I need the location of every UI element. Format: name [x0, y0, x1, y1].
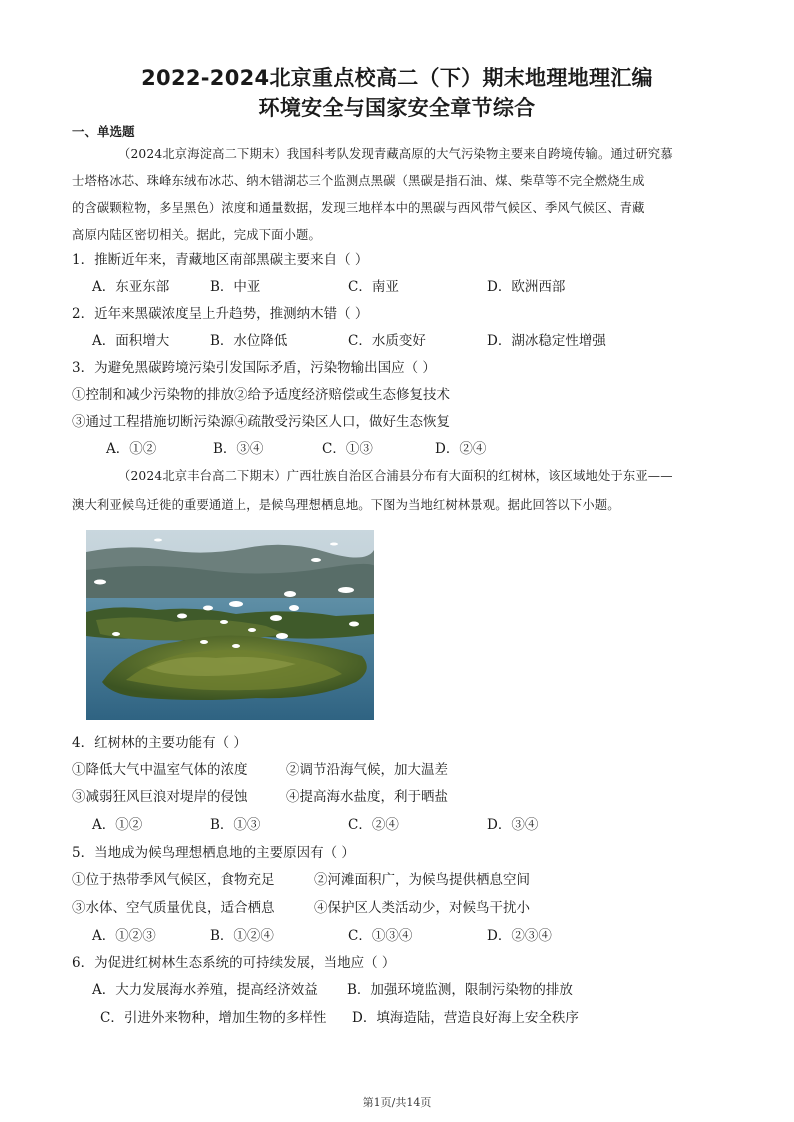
question-2-option-a: A．面积增大: [92, 333, 170, 349]
question-5-option-d: D．②③④: [487, 928, 552, 944]
question-3-option-a: A．①②: [106, 441, 157, 457]
question-2-option-c: C．水质变好: [348, 333, 426, 349]
question-3-option-b: B．③④: [213, 441, 264, 457]
question-1-stem: 1．推断近年来，青藏地区南部黑碳主要来自（ ）: [72, 252, 369, 268]
question-4-statement-3: ③减弱狂风巨浪对堤岸的侵蚀: [72, 789, 248, 805]
question-5-statement-1: ①位于热带季风气候区，食物充足: [72, 872, 275, 888]
question-3-option-c: C．①③: [322, 441, 373, 457]
question-2-stem: 2．近年来黑碳浓度呈上升趋势，推测纳木错（ ）: [72, 306, 369, 322]
section-heading: 一、单选题: [72, 124, 135, 139]
intro-paragraph-1-line-2: 士塔格冰芯、珠峰东绒布冰芯、纳木错湖芯三个监测点黑碳（黑碳是指石油、煤、柴草等不完全燃烧生成: [72, 174, 645, 188]
question-5-statement-3: ③水体、空气质量优良，适合栖息: [72, 900, 275, 916]
question-2-option-d: D．湖冰稳定性增强: [487, 333, 606, 349]
question-6-stem: 6．为促进红树林生态系统的可持续发展，当地应（ ）: [72, 955, 396, 971]
question-6-option-d: D．填海造陆，营造良好海上安全秩序: [352, 1010, 579, 1026]
intro-paragraph-1-line-1: （2024北京海淀高二下期末）我国科考队发现青藏高原的大气污染物主要来自跨境传输。通过研究慕: [118, 147, 673, 161]
question-4-option-d: D．③④: [487, 817, 539, 833]
question-4-statement-4: ④提高海水盐度，利于晒盐: [286, 789, 448, 805]
question-4-statement-2: ②调节沿海气候，加大温差: [286, 762, 448, 778]
document-title-line1: 2022-2024北京重点校高二（下）期末地理地理汇编: [141, 66, 653, 90]
question-3-statements-1: ①控制和减少污染物的排放②给予适度经济赔偿或生态修复技术: [72, 387, 450, 403]
question-4-statement-1: ①降低大气中温室气体的浓度: [72, 762, 248, 778]
intro-paragraph-2-line-1: （2024北京丰台高二下期末）广西壮族自治区合浦县分布有大面积的红树林，该区域地处于东亚——: [118, 469, 673, 483]
intro-paragraph-1-line-4: 高原内陆区密切相关。据此，完成下面小题。: [72, 228, 321, 242]
question-5-option-a: A．①②③: [92, 928, 156, 944]
question-4-option-a: A．①②: [92, 817, 143, 833]
document-title-line2: 环境安全与国家安全章节综合: [258, 96, 536, 120]
question-6-option-a: A．大力发展海水养殖，提高经济效益: [92, 982, 318, 998]
question-5-stem: 5．当地成为候鸟理想栖息地的主要原因有（ ）: [72, 845, 355, 861]
question-1-option-a: A．东亚东部: [92, 279, 170, 295]
question-6-option-b: B．加强环境监测，限制污染物的排放: [347, 982, 573, 998]
question-5-statement-4: ④保护区人类活动少，对候鸟干扰小: [314, 900, 530, 916]
question-2-option-b: B．水位降低: [210, 333, 288, 349]
page-number-footer: 第1页/共14页: [362, 1096, 432, 1109]
question-4-option-b: B．①③: [210, 817, 261, 833]
question-5-option-c: C．①③④: [348, 928, 413, 944]
question-4-stem: 4．红树林的主要功能有（ ）: [72, 735, 247, 751]
mangrove-landscape-photo: [86, 530, 374, 720]
question-1-option-c: C．南亚: [348, 279, 399, 295]
question-3-stem: 3．为避免黑碳跨境污染引发国际矛盾，污染物输出国应（ ）: [72, 360, 436, 376]
question-1-option-b: B．中亚: [210, 279, 261, 295]
question-1-option-d: D．欧洲西部: [487, 279, 566, 295]
question-5-option-b: B．①②④: [210, 928, 274, 944]
question-3-option-d: D．②④: [435, 441, 487, 457]
question-5-statement-2: ②河滩面积广，为候鸟提供栖息空间: [314, 872, 530, 888]
intro-paragraph-1-line-3: 的含碳颗粒物，多呈黑色）浓度和通量数据，发现三地样本中的黑碳与西风带气候区、季风气候区、青藏: [72, 201, 645, 215]
intro-paragraph-2-line-2: 澳大利亚候鸟迁徙的重要通道上，是候鸟理想栖息地。下图为当地红树林景观。据此回答以下小题。: [72, 498, 620, 512]
question-4-option-c: C．②④: [348, 817, 399, 833]
question-6-option-c: C．引进外来物种，增加生物的多样性: [100, 1010, 327, 1026]
question-3-statements-2: ③通过工程措施切断污染源④疏散受污染区人口，做好生态恢复: [72, 414, 450, 430]
